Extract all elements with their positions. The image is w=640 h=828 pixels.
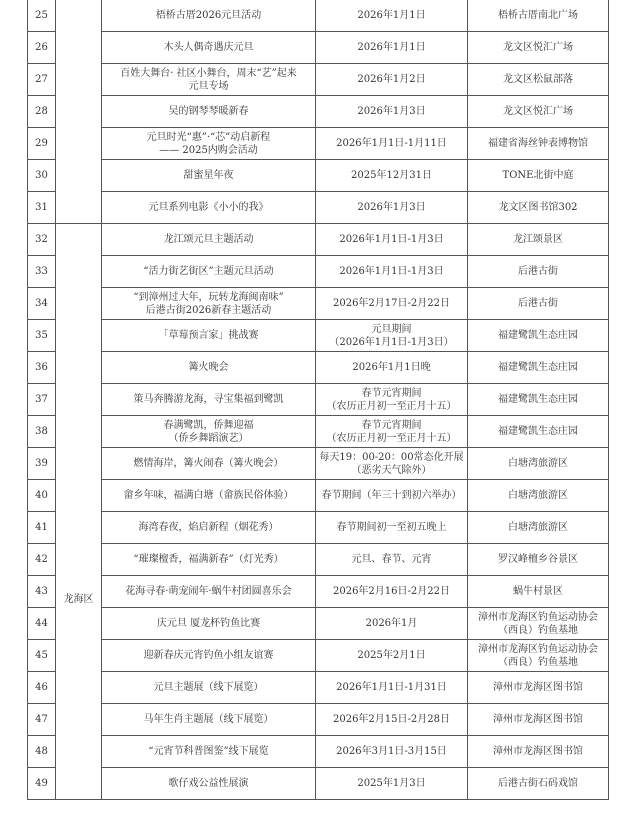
cell-line: 马年生肖主题展（线下展览） [143, 714, 274, 725]
cell-line: 2026年1月1日-1月3日 [339, 234, 444, 245]
activity-cell [102, 576, 316, 608]
date-cell [316, 480, 468, 512]
table-row [28, 352, 609, 384]
venue-cell [468, 704, 609, 736]
cell-line: 2026年1月1日 [357, 42, 426, 53]
table-row [28, 160, 609, 192]
cell-line: 白塘湾旅游区 [508, 458, 568, 469]
table-row [28, 96, 609, 128]
cell-line: 每天19：00-20：00常态化开展 [319, 451, 464, 463]
row-number: 40 [28, 480, 56, 512]
row-number: 32 [28, 224, 56, 256]
activity-cell [102, 288, 316, 320]
table-row [28, 64, 609, 96]
venue-cell [468, 288, 609, 320]
cell-line: （农历正月初一至正月十五） [326, 432, 457, 444]
cell-line: 后港古街 [518, 298, 558, 309]
row-number: 48 [28, 736, 56, 768]
activity-cell [102, 128, 316, 160]
date-cell [316, 32, 468, 64]
row-number: 46 [28, 672, 56, 704]
region-cell [56, 0, 102, 224]
cell-line: 福建鹭凯生态庄园 [498, 330, 578, 341]
cell-line: 2026年1月1日 [357, 10, 426, 21]
table-row [28, 384, 609, 416]
row-number: 26 [28, 32, 56, 64]
table-row [28, 32, 609, 64]
cell-line: 春节期间（年三十到初六举办） [321, 490, 462, 501]
table-row [28, 288, 609, 320]
cell-line: 2026年1月1日-1月11日 [336, 138, 447, 149]
table-row [28, 0, 609, 32]
date-cell [316, 608, 468, 640]
cell-line: 「草莓预言家」挑战赛 [158, 330, 259, 341]
cell-line: 2026年1月1日晚 [352, 362, 431, 373]
date-cell [316, 448, 468, 480]
row-number: 41 [28, 512, 56, 544]
table-row [28, 768, 609, 800]
date-cell [316, 640, 468, 672]
cell-line: 2025年1月3日 [357, 778, 426, 789]
table-row [28, 192, 609, 224]
table-row [28, 672, 609, 704]
row-number: 44 [28, 608, 56, 640]
table-row [28, 704, 609, 736]
table-row [28, 448, 609, 480]
date-cell [316, 96, 468, 128]
cell-line: 畲乡年味，福满白塘（畲族民俗体验） [123, 490, 294, 501]
venue-cell [468, 576, 609, 608]
date-cell [316, 256, 468, 288]
venue-cell [468, 640, 609, 672]
date-cell [316, 224, 468, 256]
cell-line: “活力街艺街区”主题元旦活动 [143, 266, 274, 277]
date-cell [316, 320, 468, 352]
venue-cell [468, 352, 609, 384]
row-number: 38 [28, 416, 56, 448]
date-cell [316, 768, 468, 800]
cell-line: 龙江颂元旦主题活动 [163, 234, 254, 245]
venue-cell [468, 544, 609, 576]
events-table-body [28, 0, 609, 800]
cell-line: 2026年2月15日-2月28日 [332, 714, 450, 725]
venue-cell [468, 224, 609, 256]
cell-line: （2026年1月1日-1月3日） [329, 336, 454, 348]
activity-cell [102, 320, 316, 352]
activity-cell [102, 736, 316, 768]
row-number: 37 [28, 384, 56, 416]
cell-line: 2026年1月3日 [357, 106, 426, 117]
activity-cell [102, 640, 316, 672]
cell-line: 木头人偶奇遇庆元旦 [163, 42, 254, 53]
cell-line: 罗汉峰檀乡谷景区 [498, 554, 578, 565]
venue-cell [468, 0, 609, 32]
date-cell [316, 192, 468, 224]
venue-cell [468, 96, 609, 128]
row-number: 45 [28, 640, 56, 672]
cell-line: 漳州市龙海区钓鱼运动协会 [478, 611, 598, 623]
row-number: 25 [28, 0, 56, 32]
cell-line: 2025年12月31日 [351, 170, 432, 181]
cell-line: 漳州市龙海区图书馆 [493, 682, 583, 693]
cell-line: 2026年3月1日-3月15日 [336, 746, 447, 757]
activity-cell [102, 768, 316, 800]
activity-cell [102, 416, 316, 448]
activity-cell [102, 160, 316, 192]
cell-line: 庆元旦 厦龙杯钓鱼比赛 [156, 618, 261, 629]
activity-cell [102, 96, 316, 128]
cell-line: （西良）钓鱼基地 [498, 624, 578, 636]
table-row [28, 736, 609, 768]
activity-cell [102, 256, 316, 288]
venue-cell [468, 736, 609, 768]
cell-line: 漳州市龙海区图书馆 [493, 746, 583, 757]
cell-line: 百姓大舞台· 社区小舞台，周末“艺”起来 [120, 67, 297, 79]
table-row [28, 416, 609, 448]
date-cell [316, 0, 468, 32]
cell-line: “到漳州过大年，玩转龙海闽南味” [133, 291, 284, 303]
venue-cell [468, 416, 609, 448]
cell-line: —— 2025内购会活动 [159, 144, 258, 156]
table-row [28, 128, 609, 160]
table-row [28, 256, 609, 288]
cell-line: 梧桥古厝2026元旦活动 [155, 10, 262, 21]
activity-cell [102, 64, 316, 96]
cell-line: 后港古街2026新春主题活动 [145, 304, 272, 316]
region-cell: 龙海区 [56, 224, 102, 800]
cell-line: 元旦时光“惠”·“芯”动启新程 [146, 131, 271, 143]
cell-line: 后港古街 [518, 266, 558, 277]
cell-line: 2026年1月1日-1月31日 [336, 682, 447, 693]
activity-cell [102, 32, 316, 64]
activity-cell [102, 352, 316, 384]
row-number: 36 [28, 352, 56, 384]
row-number: 49 [28, 768, 56, 800]
cell-line: 漳州市龙海区图书馆 [493, 714, 583, 725]
cell-line: 漳州市龙海区钓鱼运动协会 [478, 643, 598, 655]
date-cell [316, 736, 468, 768]
activity-cell [102, 704, 316, 736]
events-table [27, 0, 609, 800]
activity-cell [102, 0, 316, 32]
activity-cell [102, 672, 316, 704]
date-cell [316, 704, 468, 736]
row-number: 43 [28, 576, 56, 608]
venue-cell [468, 32, 609, 64]
cell-line: 篝火晚会 [188, 362, 229, 373]
activity-cell [102, 512, 316, 544]
date-cell [316, 64, 468, 96]
venue-cell [468, 192, 609, 224]
cell-line: 福建鹭凯生态庄园 [498, 394, 578, 405]
cell-line: 白塘湾旅游区 [508, 490, 568, 501]
row-number: 30 [28, 160, 56, 192]
cell-line: 梧桥古厝南北广场 [498, 10, 578, 21]
venue-cell [468, 768, 609, 800]
table-row [28, 480, 609, 512]
cell-line: （恶劣天气除外） [351, 464, 432, 476]
row-number: 34 [28, 288, 56, 320]
activity-cell [102, 448, 316, 480]
venue-cell [468, 128, 609, 160]
date-cell [316, 288, 468, 320]
cell-line: 白塘湾旅游区 [508, 522, 568, 533]
cell-line: （西良）钓鱼基地 [498, 656, 578, 668]
cell-line: “璀璨檀香，福满新春”（灯光秀） [133, 554, 284, 565]
cell-line: 2026年1月2日 [357, 74, 426, 85]
cell-line: 甜蜜星年夜 [183, 170, 234, 181]
cell-line: “元宵节科普图鉴”线下展览 [148, 746, 269, 757]
venue-cell [468, 512, 609, 544]
table-row [28, 224, 609, 256]
cell-line: 2026年2月16日-2月22日 [332, 586, 450, 597]
cell-line: 元旦主题展（线下展览） [153, 682, 264, 693]
cell-line: 春满鹭凯，侨舞迎福 [163, 419, 254, 431]
table-row [28, 640, 609, 672]
date-cell [316, 416, 468, 448]
cell-line: 2026年1月 [365, 618, 418, 629]
cell-line: 龙文区松鼠部落 [503, 74, 573, 85]
venue-cell [468, 480, 609, 512]
cell-line: TONE北街中庭 [502, 170, 574, 181]
cell-line: （侨乡舞蹈演艺） [168, 432, 249, 444]
venue-cell [468, 256, 609, 288]
row-number: 42 [28, 544, 56, 576]
cell-line: 策马奔腾游龙海，寻宝集福到鹭凯 [133, 394, 284, 405]
row-number: 39 [28, 448, 56, 480]
venue-cell [468, 320, 609, 352]
venue-cell [468, 64, 609, 96]
venue-cell [468, 160, 609, 192]
cell-line: （农历正月初一至正月十五） [326, 400, 457, 412]
cell-line: 蜗牛村景区 [513, 586, 563, 597]
cell-line: 吴的钢琴琴暖新春 [168, 106, 249, 117]
venue-cell [468, 448, 609, 480]
cell-line: 福建鹭凯生态庄园 [498, 362, 578, 373]
cell-line: 燃情海岸，篝火闹春（篝火晚会） [133, 458, 284, 469]
row-number: 28 [28, 96, 56, 128]
cell-line: 元旦专场 [188, 80, 229, 92]
cell-line: 龙江颂景区 [513, 234, 563, 245]
activity-cell [102, 224, 316, 256]
activity-cell [102, 384, 316, 416]
activity-cell [102, 192, 316, 224]
cell-line: 歌仔戏公益性展演 [168, 778, 249, 789]
date-cell [316, 544, 468, 576]
cell-line: 福建鹭凯生态庄园 [498, 426, 578, 437]
cell-line: 元旦期间 [371, 323, 412, 335]
row-number: 33 [28, 256, 56, 288]
table-row [28, 576, 609, 608]
date-cell [316, 384, 468, 416]
cell-line: 龙文区悦汇广场 [503, 42, 573, 53]
date-cell [316, 352, 468, 384]
cell-line: 迎新春庆元宵钓鱼小组友谊赛 [143, 650, 274, 661]
table-row [28, 320, 609, 352]
table-row [28, 544, 609, 576]
row-number: 35 [28, 320, 56, 352]
cell-line: 2026年1月1日-1月3日 [339, 266, 444, 277]
row-number: 27 [28, 64, 56, 96]
date-cell [316, 512, 468, 544]
row-number: 31 [28, 192, 56, 224]
cell-line: 福建省海丝钟表博物馆 [488, 138, 588, 149]
date-cell [316, 576, 468, 608]
date-cell [316, 672, 468, 704]
cell-line: 2025年2月1日 [357, 650, 426, 661]
cell-line: 春节元宵期间 [361, 387, 422, 399]
cell-line: 2026年1月3日 [357, 202, 426, 213]
cell-line: 春节元宵期间 [361, 419, 422, 431]
date-cell [316, 128, 468, 160]
cell-line: 海湾春夜，焰启新程（烟花秀） [138, 522, 279, 533]
cell-line: 龙文区图书馆302 [498, 202, 578, 213]
cell-line: 后港古街石码戏馆 [498, 778, 578, 789]
table-row [28, 512, 609, 544]
venue-cell [468, 384, 609, 416]
venue-cell [468, 608, 609, 640]
cell-line: 元旦、春节、元宵 [351, 554, 432, 565]
cell-line: 元旦系列电影《小小的我》 [148, 202, 269, 213]
row-number: 29 [28, 128, 56, 160]
activity-cell [102, 608, 316, 640]
cell-line: 花海寻春·萌宠闹年·蜗牛村团圆喜乐会 [125, 586, 292, 597]
date-cell [316, 160, 468, 192]
cell-line: 2026年2月17日-2月22日 [332, 298, 450, 309]
cell-line: 龙文区悦汇广场 [503, 106, 573, 117]
row-number: 47 [28, 704, 56, 736]
table-row [28, 608, 609, 640]
cell-line: 春节期间初一至初五晚上 [336, 522, 447, 533]
venue-cell [468, 672, 609, 704]
activity-cell [102, 480, 316, 512]
activity-cell [102, 544, 316, 576]
